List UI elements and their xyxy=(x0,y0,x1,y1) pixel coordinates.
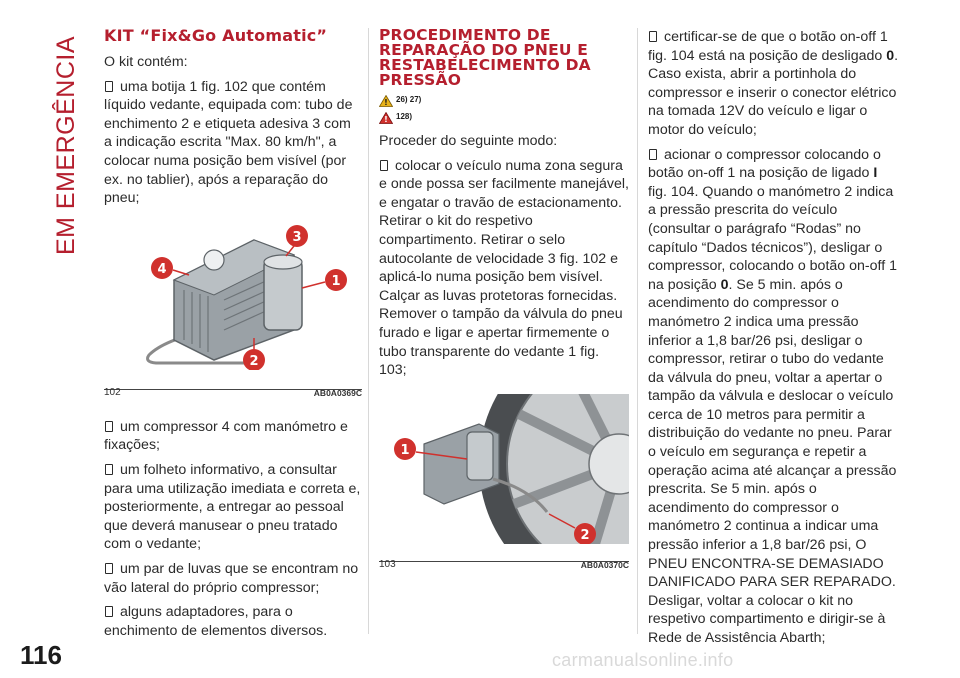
figure-caption xyxy=(379,554,629,577)
checkbox-bullet-icon xyxy=(105,563,113,574)
kit-intro: O kit contém: xyxy=(104,54,188,70)
svg-text:3: 3 xyxy=(292,229,302,245)
checkbox-bullet-icon xyxy=(105,81,113,92)
warning-triangle-icon xyxy=(379,95,393,107)
tyre-inflation-illustration xyxy=(379,394,629,544)
checkbox-bullet-icon xyxy=(649,31,657,42)
list-item: um compressor 4 com manómetro e fixações; xyxy=(104,418,348,454)
list-item: alguns adaptadores, para o enchimento de elementos diversos. xyxy=(104,604,328,639)
warning-row xyxy=(379,109,629,126)
page-number: 116 xyxy=(20,640,62,670)
procedure-heading: PROCEDIMENTO DE REPARAÇÃO DO PNEU E RESTABELECIMENTO DA PRESSÃO xyxy=(379,26,591,89)
figure-102 xyxy=(104,220,362,399)
column-2 xyxy=(379,28,629,576)
svg-text:!: ! xyxy=(384,97,388,107)
svg-text:!: ! xyxy=(384,114,388,124)
column-1 xyxy=(104,28,362,646)
procedure-intro: Proceder do seguinte modo: xyxy=(379,133,558,149)
section-tab xyxy=(52,20,82,270)
checkbox-bullet-icon xyxy=(105,421,113,432)
warning-hand-icon xyxy=(379,112,393,124)
svg-text:1: 1 xyxy=(331,273,341,289)
section-tab-label: EM EMERGÊNCIA xyxy=(52,35,81,255)
warning-refs: 26) 27) xyxy=(396,95,422,105)
figure-number: 102 xyxy=(104,387,121,399)
svg-text:1: 1 xyxy=(400,442,410,458)
figure-code: AB0A0369C xyxy=(313,388,362,399)
kit-heading: KIT “Fix&Go Automatic” xyxy=(104,26,328,45)
figure-number: 103 xyxy=(379,559,396,571)
column-divider xyxy=(368,28,369,634)
warning-row xyxy=(379,92,629,109)
svg-text:2: 2 xyxy=(249,353,259,369)
list-item: certificar-se de que o botão on-off 1 fig. 104 está na posição de desligado 0. Caso exista, abrir a portinhola do compressor e inserir o conector elétrico na tomada 12V do veículo e ligar o motor do veículo; xyxy=(648,29,899,138)
column-3 xyxy=(648,28,900,654)
svg-text:4: 4 xyxy=(157,261,167,277)
list-item: uma botija 1 fig. 102 que contém líquido vedante, equipada com: tubo de enchimento 2 e etiqueta adesiva 3 com a indicação escrita "Max. 80 km/h", a colocar numa posição bem visível (por ex. no tablier), após a reparação do pneu; xyxy=(104,78,353,207)
list-item: acionar o compressor colocando o botão on-off 1 na posição de ligado I fig. 104. Quando o manómetro 2 indica a pressão prescrita do veículo (consultar o parágrafo “Rodas” no capítulo “Dados técnicos”), desligar o compressor, colocando o botão on-off 1 na posição 0. Se 5 min. após o acendimento do compressor o manómetro 2 indica uma pressão inferior a 1,8 bar/26 psi, desligar o compressor, retirar o tubo do vedante da válvula do pneu, voltar a apertar o tampão da válvula e deslocar o veículo cerca de 10 metros para permitir a distribuição do vedante no pneu. Parar o veículo em segurança e repetir a operação acima até alcançar a pressão prescrita. Se 5 min. após o acendimento do compressor o manómetro 2 continua a indicar uma pressão inferior a 1,8 bar/26 psi, O PNEU ENCONTRA-SE DEMASIADO DANIFICADO PARA SER REPARADO. Desligar, voltar a colocar o kit no respetivo compartimento e dirigir-se à Rede de Assistência Abarth; xyxy=(648,146,897,646)
svg-text:2: 2 xyxy=(580,527,590,543)
list-item: um par de luvas que se encontram no vão lateral do próprio compressor; xyxy=(104,560,359,596)
figure-caption xyxy=(104,382,362,405)
checkbox-bullet-icon xyxy=(105,606,113,617)
watermark: carmanualsonline.info xyxy=(552,650,734,670)
column-divider xyxy=(637,28,638,634)
list-item: colocar o veículo numa zona segura e onde possa ser facilmente manejável, e engatar o travão de estacionamento. Retirar o kit do respetivo compartimento. Retirar o selo autocolante de velocidade 3 fig. 102 e aplicá-lo numa posição bem visível. Calçar as luvas protetoras fornecidas. Remover o tampão da válvula do pneu furado e ligar e apertar firmemente o tubo transparente do vedante 1 fig. 103; xyxy=(379,157,629,379)
figure-103 xyxy=(379,394,629,571)
checkbox-bullet-icon xyxy=(649,149,657,160)
compressor-kit-illustration xyxy=(104,220,362,370)
warning-refs: 128) xyxy=(396,112,413,122)
figure-code: AB0A0370C xyxy=(580,560,629,571)
list-item: um folheto informativo, a consultar para uma utilização imediata e correta e, posteriormente, a entregar ao pessoal que deverá manusear o pneu tratado com o vedante; xyxy=(104,461,361,553)
checkbox-bullet-icon xyxy=(380,160,388,171)
checkbox-bullet-icon xyxy=(105,464,113,475)
